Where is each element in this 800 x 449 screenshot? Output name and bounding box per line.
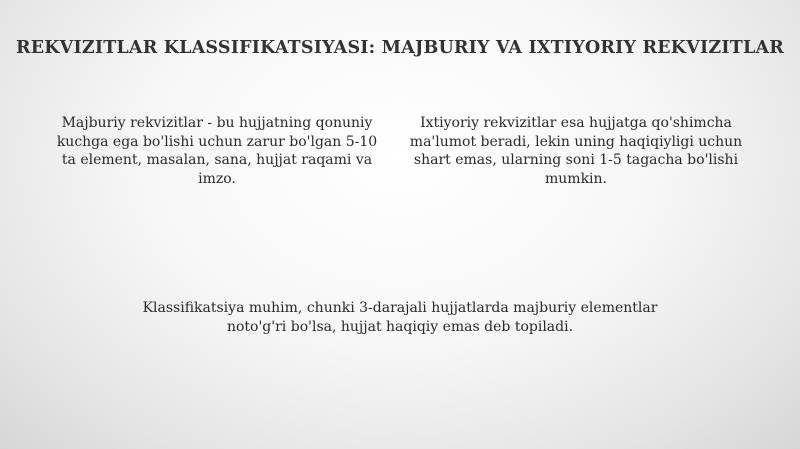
mandatory-requisites-text: Majburiy rekvizitlar - bu hujjatning qonuniy kuchga ega bo'lishi uchun zarur bo'lgan 5-10 ta element, masalan, sana, hujjat raqami va imzo. <box>56 115 378 187</box>
slide-title: REKVIZITLAR KLASSIFIKATSIYASI: MAJBURIY VA IXTIYORIY REKVIZITLAR <box>15 38 784 58</box>
classification-importance-text: Klassifikatsiya muhim, chunki 3-darajali hujjatlarda majburiy elementlar noto'g'ri bo'lsa, hujjat haqiqiy emas deb topiladi. <box>142 300 658 335</box>
optional-requisites-text: Ixtiyoriy rekvizitlar esa hujjatga qo'shimcha ma'lumot beradi, lekin uning haqiqiyligi uchun shart emas, ularning soni 1-5 tagacha bo'lishi mumkin. <box>409 115 743 187</box>
